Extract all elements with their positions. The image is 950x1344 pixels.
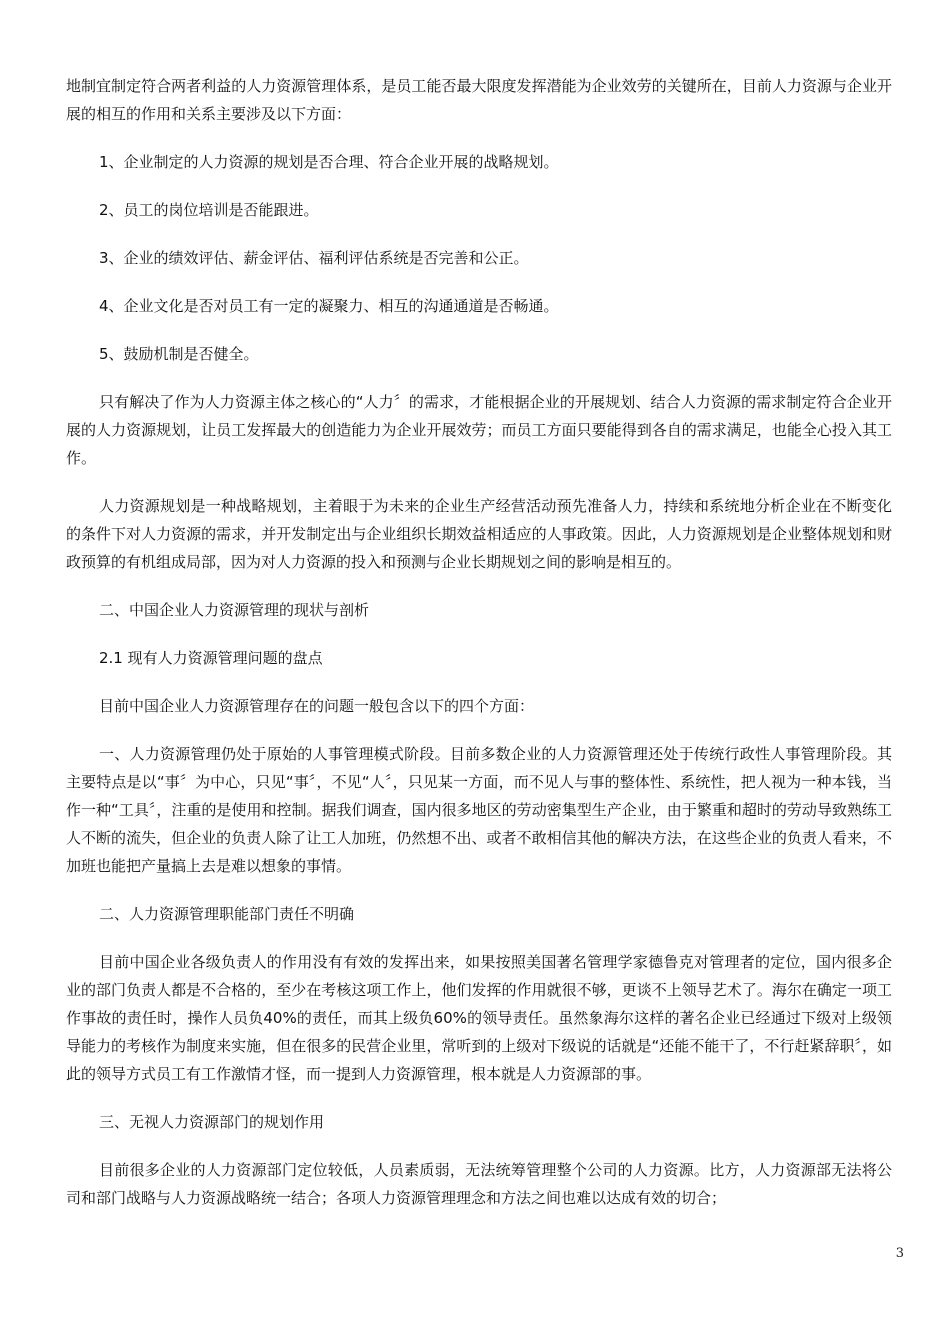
paragraph-problem-three: 目前很多企业的人力资源部门定位较低，人员素质弱，无法统筹管理整个公司的人力资源。比方，人力资源部无法将公司和部门战略与人力资源战略统一结合；各项人力资源管理理念和方法之间也难以达成有效的切合； bbox=[66, 1161, 892, 1207]
page-number: 3 bbox=[895, 1246, 904, 1261]
paragraph-problems-intro: 目前中国企业人力资源管理存在的问题一般包含以下的四个方面： bbox=[99, 697, 535, 715]
list-item-1: 1、企业制定的人力资源的规划是否合理、符合企业开展的战略规划。 bbox=[99, 153, 559, 171]
paragraph-human-resource-needs: 只有解决了作为人力资源主体之核心的“人力〞的需求，才能根据企业的开展规划、结合人力资源的需求制定符合企业开展的人力资源规划，让员工发挥最大的创造能力为企业开展效劳；而员工方面只要能得到各自的需求满足，也能全心投入其工作。 bbox=[66, 393, 892, 467]
document-page bbox=[66, 72, 892, 1232]
intro-paragraph: 地制宜制定符合两者利益的人力资源管理体系，是员工能否最大限度发挥潜能为企业效劳的关键所在，目前人力资源与企业开展的相互的作用和关系主要涉及以下方面： bbox=[66, 77, 892, 123]
paragraph-problem-two: 目前中国企业各级负责人的作用没有有效的发挥出来，如果按照美国著名管理学家德鲁克对管理者的定位，国内很多企业的部门负责人都是不合格的，至少在考核这项工作上，他们发挥的作用就很不够，更谈不上领导艺术了。海尔在确定一项工作事故的责任时，操作人员负40%的责任，而其上级负60%的领导责任。虽然象海尔这样的著名企业已经通过下级对上级领导能力的考核作为制度来实施，但在很多的民营企业里，常听到的上级对下级说的话就是“还能不能干了，不行赶紧辞职〞，如此的领导方式员工有工作激情才怪，而一提到人力资源管理，根本就是人力资源部的事。 bbox=[66, 953, 892, 1083]
subsection-heading-2-1: 2.1 现有人力资源管理问题的盘点 bbox=[99, 649, 323, 667]
list-item-5: 5、鼓励机制是否健全。 bbox=[99, 345, 259, 363]
list-item-3: 3、企业的绩效评估、薪金评估、福利评估系统是否完善和公正。 bbox=[99, 249, 529, 267]
list-item-2: 2、员工的岗位培训是否能跟进。 bbox=[99, 201, 319, 219]
paragraph-hr-planning: 人力资源规划是一种战略规划，主着眼于为未来的企业生产经营活动预先准备人力，持续和系统地分析企业在不断变化的条件下对人力资源的需求，并开发制定出与企业组织长期效益相适应的人事政策。因此，人力资源规划是企业整体规划和财政预算的有机组成局部，因为对人力资源的投入和预测与企业长期规划之间的影响是相互的。 bbox=[66, 497, 892, 571]
heading-problem-two: 二、人力资源管理职能部门责任不明确 bbox=[99, 905, 355, 923]
section-heading-two: 二、中国企业人力资源管理的现状与剖析 bbox=[99, 601, 370, 619]
list-item-4: 4、企业文化是否对员工有一定的凝聚力、相互的沟通通道是否畅通。 bbox=[99, 297, 559, 315]
paragraph-problem-one: 一、人力资源管理仍处于原始的人事管理模式阶段。目前多数企业的人力资源管理还处于传统行政性人事管理阶段。其主要特点是以“事〞为中心，只见“事〞，不见“人〞，只见某一方面，而不见人与事的整体性、系统性，把人视为一种本钱，当作一种“工具〞，注重的是使用和控制。据我们调查，国内很多地区的劳动密集型生产企业，由于繁重和超时的劳动导致熟练工人不断的流失，但企业的负责人除了让工人加班，仍然想不出、或者不敢相信其他的解决方法，在这些企业的负责人看来，不加班也能把产量搞上去是难以想象的事情。 bbox=[66, 745, 892, 875]
heading-problem-three: 三、无视人力资源部门的规划作用 bbox=[99, 1113, 325, 1131]
